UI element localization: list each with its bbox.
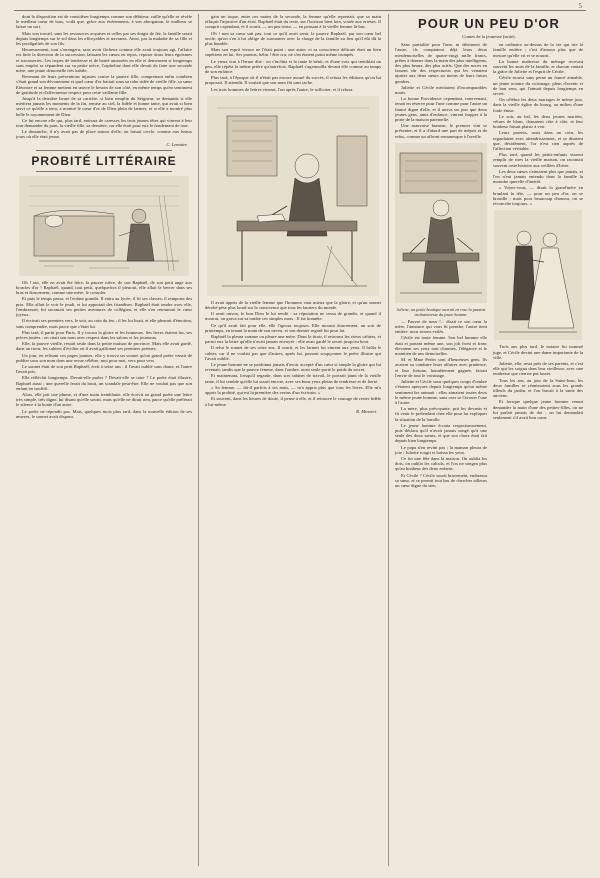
engraving-bedside-scene (19, 176, 189, 276)
article-body-continued (205, 300, 381, 407)
paragraph: Plus tard, il partit pour Paris. Il y trouva la gloire et les honneurs. Ses livres étaient lus, ses pièces jouées ; on citait son nom avec respect dans les salons et les journaux. (16, 329, 192, 340)
paragraph: Et Cécile ? Cécile sourit bravement, embrassa sa sœur, et se promit tout bas de chercher ailleurs un cœur digne du sien. (395, 472, 487, 488)
paragraph: Et puis le temps passa, et l'enfant grandit. Il entra au lycée, il fit ses classes, il remporta des prix. Elle allait le voir le jeudi, et lui apportait des friandises. Raphaël était tendre avec elle, l'embrassait, lui racontait ses petites aventures de collégien, et elle s'en retournait le cœur joyeux. (16, 296, 192, 318)
paragraph: Les trois hommes de lettres vinrent, l'un après l'autre, le solliciter, et il refusa. (211, 86, 354, 92)
article-body (205, 14, 381, 92)
column-2 (205, 14, 381, 866)
paragraph: Le sonnet était de son petit Raphaël, écrit à seize ans ; il l'avait oublié sans doute, et l'autre l'avait pris. (16, 363, 192, 375)
engraving-couple-image (494, 210, 582, 340)
paragraph: Mais son travail, sans les ressources acquises et celles par ses doigts de fée, la famille serait depuis longtemps sur le sol dans les effroyables et navrants. Ainsi, par la maladie de sa fille et les prodigalités de son fils. (16, 30, 192, 47)
paragraph: — Pauvre de nous !... disait ce son cœur la mère, l'annonce qui vous fit prendre, l'autre tient entière. nous serons exilés. (395, 318, 487, 335)
engraving-bedside-image (19, 176, 189, 276)
article-title: PROBITÉ LITTÉRAIRE (31, 153, 177, 168)
illustration-caption: Juliette, au petite boutique ouvrait en rose la passion enchanteresse du jeune homme. (396, 306, 486, 317)
paragraph: Raphaël la pleura comme on pleure une mère. Dans le tiroir, il retrouva les vieux cahiers, et parmi eux la lettre qu'elle n'avait jamais envoyée : elle avait gardé le secret jusqu'au bout. (205, 334, 381, 345)
paragraph: La bonne Providence cependant, intervenant, tenait en réserve pour l'une comme pour l'autre un fiancé digne d'elle, et il arriva un jour que deux jeunes gens, amis d'enfance, vinrent frapper à la porte de la maison paternelle. (395, 96, 487, 123)
engraving-writer-image (207, 96, 379, 296)
paragraph: Il écrivait ses premiers vers, le soir, au coin du feu ; il les lui lisait, et elle pleurait d'émotion, sans comprendre, mais parce que c'était lui. (16, 318, 192, 329)
paragraph: Cécile trouva sans peine un fiancé aimable, un jeune notaire du voisinage, plein d'avenir et de bon sens, qui l'aimait depuis longtemps en secret. (493, 75, 583, 97)
section-rule (36, 150, 172, 151)
column-divider (198, 14, 199, 866)
paragraph: Jusqu'à la dernière heure de sa carrière, si bien remplie du Seigneur, se demanda si elle méritera jamais les moments de la fin, remise au ciel, la fidèle et bonne tante, qui avait si bien servi ce qu'elle a tenu, a montré le cœur d'or de Dieu plein de larmes, et si elle a montré plus belle le rayonnement de Dieu. (16, 96, 192, 117)
paragraph: Ce fut encore elle qui, plus tard, entoura de caresses les trois jeunes têtes qui vinrent à leur tour demander du pain, la vieille fille, sa dernière, car elle était pour eux le fondement de tout. (16, 117, 192, 129)
paragraph: La mère, plus prévoyante, prit les devants et fit venir le prétendant chez elle pour lui expliquer la situation de la famille. (395, 406, 487, 422)
paragraph: Et souvent, dans les heures de doute, il pense à elle, et il retrouve le courage de rester fidèle à lui-même. (205, 396, 381, 407)
right-subcolumn (493, 42, 583, 489)
paragraph: Oh ! non sa cœur sait pas, tout ce qu'il avait senti, le pauvre Raphaël, par son cœur bel oncle, qu'on s'en à lui oblige de surmonter avec la charge de la famille au lieu qu'il eût dû la plus humble. (205, 30, 381, 47)
paragraph: Le jeune homme écouta respectueusement, puis déclara qu'il n'avait jamais songé qu'à une seule des deux sœurs, et que son choix était fait depuis bien longtemps. (395, 422, 487, 444)
engraving-girl-in-shop (395, 143, 487, 303)
paragraph: « Sa femme, — dit-il parfois à ses amis, — m'a appris plus que tous les livres. Elle m'a appris la probité, qui est la première des vertus d'un écrivain. » (205, 384, 381, 396)
column-3 (395, 14, 583, 866)
paragraph: Il relut le sonnet de ses seize ans. Il sourit, et les larmes lui vinrent aux yeux. Il brûla le cahier, car il ne voulait pas que d'autres, après lui, pussent soupçonner le poète illustre qui l'avait oublié. (205, 345, 381, 361)
paragraph: Revenant de leurs préventions injustes contre la pauvre fille, comprenant enfin combien s'était grand son dévouement et quel cœur d'or battait sous sa robe ridée de vieille fille, sa sœur Eléonore et sa femme mettent en œuvre le besoin de son côté, en même temps qu'en sentiment de gratitude et d'affectueuse respect pour cette vaillante fille. (16, 74, 192, 95)
two-column-block (395, 42, 583, 489)
paragraph: Le papa n'en revint pas ; la maman pleura de joie ; Juliette rougit et baissa les yeux. (395, 444, 487, 455)
left-subcolumn (395, 42, 487, 489)
article-title: POUR UN PEU D'OR (418, 16, 560, 31)
paragraph: Plus tard, quand les petits-enfants vinrent remplir de rires la vieille maison, on racontait souvent cette histoire aux veillées d'hiver. (493, 152, 583, 168)
paragraph: On célébra les deux mariages le même jour, dans la vieille église du bourg, au milieu d'une foule émue. (493, 97, 583, 113)
paragraph: Il avait raison, le bon Dieu le lui rendit : sa réputation ne cessa de grandir, et quand il mourut, on grava sur sa tombe ces simples mots : Il fut honnête. (205, 311, 381, 322)
paragraph: Le soir, au bal, les deux jeunes mariées, vêtues de blanc, dansaient côte à côte, et leur bonheur faisait plaisir à voir. (493, 113, 583, 130)
paragraph: Il avait appris de la vieille femme que l'honneur vaut mieux que la gloire, et qu'un sonnet dérobé pèse plus lourd sur la conscience que tous les lauriers du monde. (205, 299, 381, 311)
top-rule (14, 10, 586, 11)
signature: C. Lemaire. (166, 141, 188, 147)
paragraph: Ce qu'il avait fait pour elle, elle l'ignora toujours. Elle mourut doucement, un soir de printemps, en tenant la main de son neveu, et son dernier regard fut pour lui. (205, 322, 381, 333)
paragraph: Cécile est toute femme. Son bel homme elle était et partant même une, son joli front et franc élevaient ses yeux tout charmés, l'élégance et le maintien de nos demoiselles. (395, 335, 487, 357)
paragraph: Une mauvaise humeur, le premier vint se présenter, et il a d'abord une part de mépris et de refus, comme un affront romanesque à l'oreille. (395, 123, 487, 139)
paragraph: Et maintenant, lorsqu'il regarde, dans son cabinet de travail, le portrait jauni de la vieille tante, il lui semble qu'elle lui sourit encore, avec ses bons yeux pleins de tendresse et de fierté. (205, 373, 381, 384)
paragraph: Juliette et Cécile sous quelques coups d'ombre s'étaient aperçues depuis longtemps qu'un même sentiment les animait : elles aimaient toutes deux le même jeune homme, sans oser se l'avouer l'une à l'autre. (395, 379, 487, 405)
section-rule (36, 171, 172, 172)
page-number: 5 (578, 2, 582, 10)
engraving-dancing-couple (494, 210, 582, 340)
paragraph: Heureusement, tout s'arrangera, sans avoir fâcheux comme elle avait toujours agi, l'affaire est finie la direction de la succession, laissant les cœurs en repos, reposer doux leurs égoïsmes et tracasseries. Les tropes de tendresse et de bonté amassées en elle et demeurent si longtemps sans emploi se répandent sur sa petite nièce, l'orpheline dont elle devait de faire une seconde mère, une jeune demoiselle très habile. (16, 47, 192, 74)
column-1 (16, 14, 192, 866)
paragraph: dont la disposition est de considérer longtemps comme son débiteur, vaille qu'elle se révèle le meilleur cœur de tous, voilà que, grâce aux événements, à son abrogation, le malheur se laisse un sort. (16, 14, 192, 30)
column-divider (388, 14, 389, 866)
paragraph: Tous les ans, au jour de la Saint-Jean, les deux familles se réunissaient sous les grands tilleuls du jardin, et l'on buvait à la santé des anciens. (493, 377, 583, 399)
paragraph: Sans partialité pour l'une, ni détriment de l'autre, ils comptaient déjà leurs deux mesdemoiselles de quatre-vingt mille francs, prêtes à donner dans la main des plus intelligents, des plus beaux, des plus actifs. Que des noces en fassent sûr des respectueux qui les venaient ajuster aux deux sœurs au moins de leurs futurs gendres. (395, 42, 487, 84)
engraving-girl-image (395, 143, 487, 303)
paragraph: Elle réfléchit longtemps. Devait-elle parler ? Devait-elle se taire ? Le poète était illustre, Raphaël aussi ; une querelle ferait du bruit, un scandale peut-être. Elle ne voulait pas que son enfant en souffrît. (16, 375, 192, 391)
paragraph: Le vieux vint à l'heure dite : on s'inclina et la tante le bénit, et d'une voix qui tremblait un peu, elle répéta la même prière qu'autrefois. Raphaël s'agenouilla devant elle comme au temps de son enfance. (205, 58, 381, 75)
article-body (16, 280, 192, 419)
paragraph: Alors, elle prit une plume, et d'une main tremblante, elle écrivit au grand poète une lettre très simple, très digne, lui disant qu'elle savait, mais qu'elle ne dirait rien, parce qu'elle préférait le silence à la honte d'un autre. (16, 391, 192, 408)
paragraph: Trois ans plus tard, le notaire fut nommé juge, et Cécile devint une dame importante de la ville. (493, 344, 583, 360)
paragraph: gain un toque, entre ces mains de la seconde, la femme qu'elle reprenait, que sa main effaçait l'injustice d'un écrit. Raphaël était du reste, sur l'horizon bien loin, vouée aux erreurs. Il comprit cependant, et il sourit, — un peu triste, — en pensant à la vieille femme là-bas. (205, 14, 381, 30)
paragraph: Le jeune homme ne se pardonna jamais d'avoir accepté d'un cœur si simple la gloire qui lui revenait, tandis que la pauvre femme, dans l'ombre, avait seule porté le poids du secret. (205, 362, 381, 373)
paragraph: Plus tard, à l'époque où il n'était pas encore assuré du succès, il refusa les éditions qu'on lui proposait. Il attendit. Il voulait que son nom fût sans tache. (205, 75, 381, 86)
paragraph: Elle, la pauvre vieille, restait seule dans la petite maison de province. Mais elle avait gardé, dans un tiroir, les cahiers d'écolier où il avait griffonné ses premiers poèmes. (16, 341, 192, 352)
paragraph: « Voyez-vous, — disait la grand'mère en branlant la tête, — pour un peu d'or, on se brouille ; mais pour beaucoup d'amour, on se réconcilie toujours. » (493, 185, 583, 207)
paragraph: Le poète ne répondit pas. Mais, quelques mois plus tard, dans la nouvelle édition de ses œuvres, le sonnet avait disparu. (16, 408, 192, 419)
article-subtitle: Contes de la jeunesse (suite). (462, 34, 516, 39)
paragraph: Les deux sœurs s'aimaient plus que jamais, et l'on n'eut jamais entendu dans la famille la moindre querelle d'intérêt. (493, 168, 583, 185)
paragraph: en ordinaire au-dessus de la vie qui tire la famille entière ; c'est d'amour plus que de mesure qu'elle vit et se nourrit. (493, 42, 583, 58)
paragraph: La bonne maîtresse du ménage recevait souvent les amis de la famille, et chacun vantait la grâce de Juliette et l'esprit de Cécile. (493, 58, 583, 75)
paragraph: Oh ! oui, elle en avait été fière, la pauvre nièce, de son Raphaël, de son petit ange aux boucles d'or ! Raphaël, quand, tout petit, quelquefois il pleurait, elle allait le bercer dans ses bras et doucement, comme une mère, le consoler. (16, 279, 192, 296)
paragraph: Le dimanche, il n'y avait pas de place autour d'elle, on faisait cercle, comme aux beaux jours où elle était jeune. (16, 129, 192, 140)
paragraph: M. et Mme Perlet sont d'heureuses gens. Ils avaient su conduire leurs affaires avec prudence, et leur fortune, honnêtement gagnée, faisait l'envie de tout le voisinage. (395, 357, 487, 378)
paragraph: Ce fut une fête dans la maison. On oublia les dots, on oublia les calculs, et l'on ne songea plus qu'au bonheur des deux enfants. (395, 455, 487, 472)
engraving-writer-at-desk (207, 96, 379, 296)
paragraph: Juliette, elle, resta près de ses parents, et c'est elle qui les soigna dans leur vieillesse, avec une tendresse que rien ne put lasser. (493, 360, 583, 377)
paragraph: Mais son esprit vivace ne l'était point : une autre, et sa conscience délicate était un bien supérieur en lui. Ses parents, hélas ! être cru, ne s'en étaient point même trompés. (205, 47, 381, 58)
signature: R. Minoret. (356, 408, 377, 414)
paragraph: Juliette et Cécile méritaient d'incomparables maris. (395, 84, 487, 96)
story-ending (16, 14, 192, 140)
paragraph: Leurs parents, assis dans un coin, les regardaient avec attendrissement, et se disaient que, décidément, l'or n'est rien auprès de l'affection véritable. (493, 130, 583, 152)
paragraph: Un jour, en relisant ces pages jaunies, elle y trouva un sonnet qu'un grand poète venait de publier sous son nom dans une revue célèbre, mot pour mot, vers pour vers. (16, 352, 192, 363)
paragraph: Et lorsque quelque jeune homme venait demander la main d'une des petites-filles, on ne lui parlait jamais de dot : on lui demandait seulement s'il avait bon cœur. (493, 399, 583, 420)
